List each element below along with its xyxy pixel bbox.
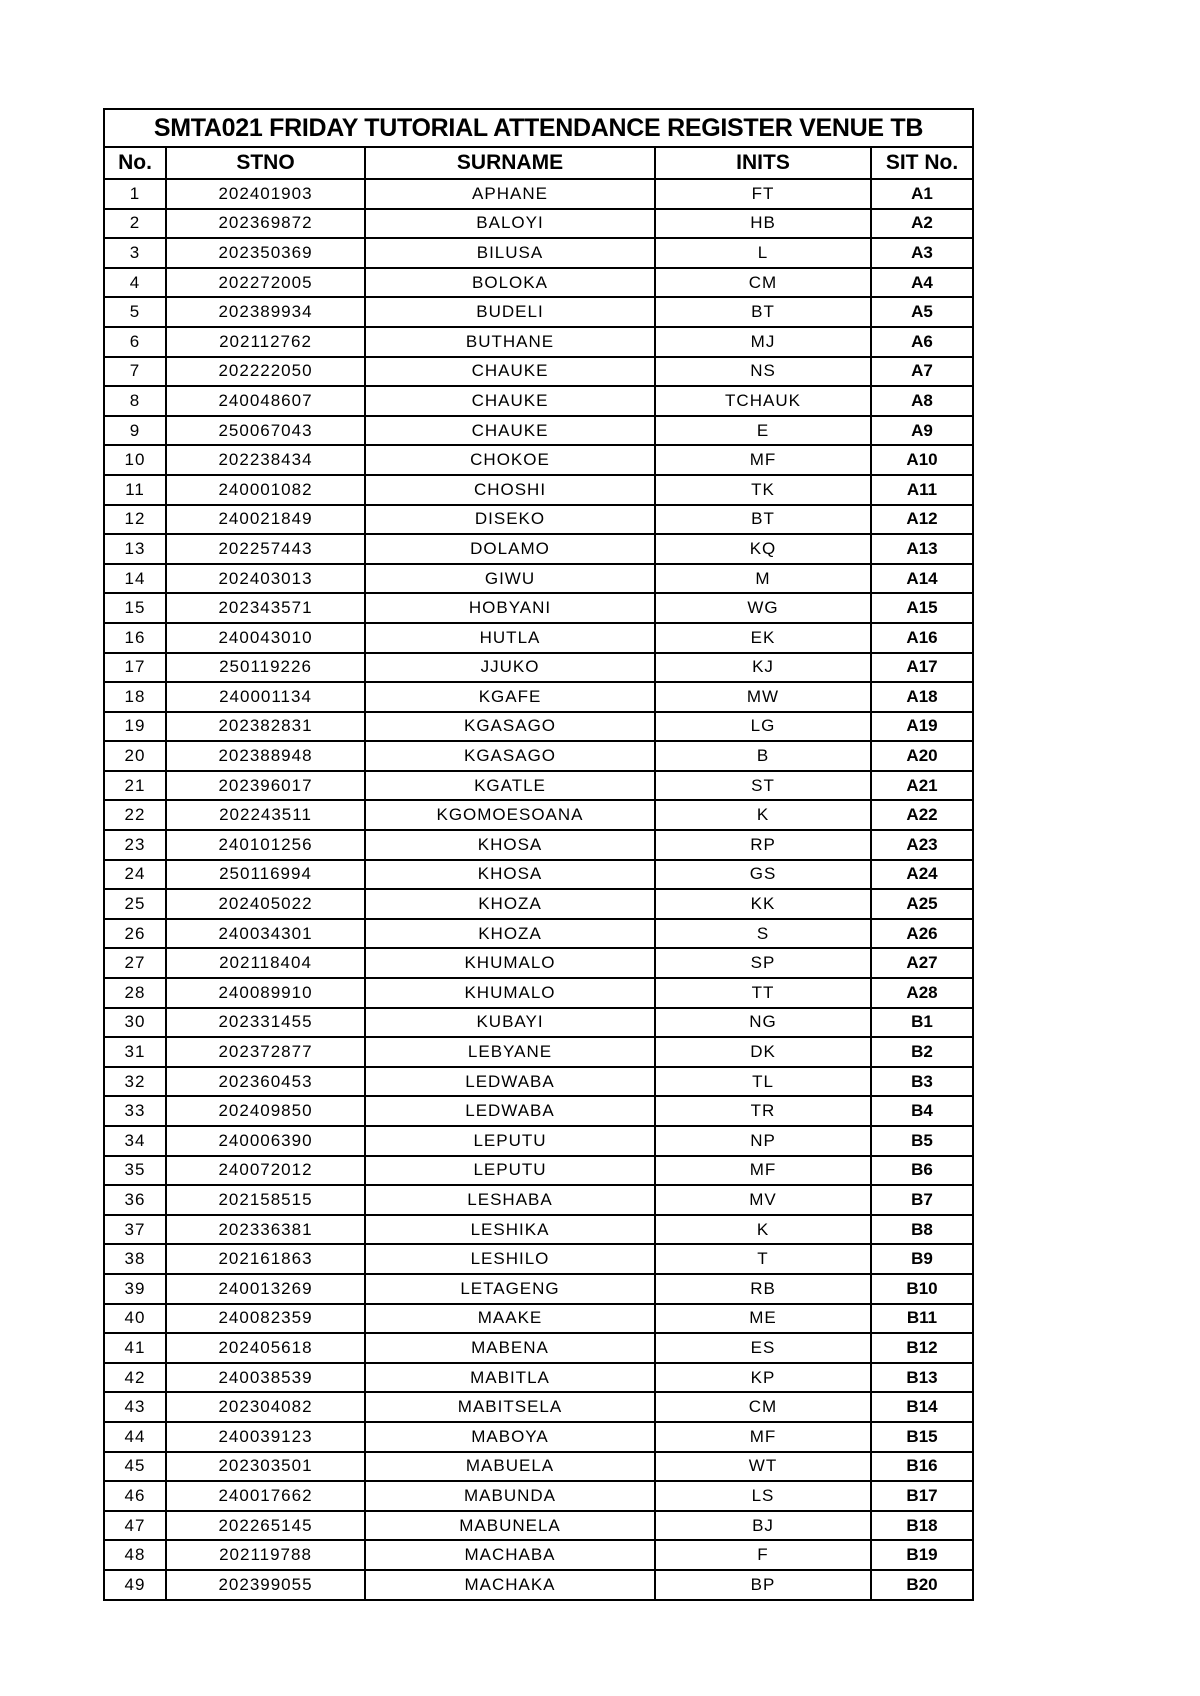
- student-number-cell: 240038539: [166, 1363, 365, 1393]
- initials-cell: CM: [655, 1392, 871, 1422]
- seat-number-cell: A23: [871, 830, 973, 860]
- table-row: [104, 327, 973, 357]
- row-number-cell: 18: [104, 682, 166, 712]
- initials-cell: K: [655, 1215, 871, 1245]
- table-row: [104, 1037, 973, 1067]
- seat-number-cell: A26: [871, 919, 973, 949]
- student-number-cell: 202222050: [166, 357, 365, 387]
- seat-number-cell: B6: [871, 1156, 973, 1186]
- initials-cell: LG: [655, 712, 871, 742]
- surname-cell: MAAKE: [365, 1304, 655, 1334]
- row-number-cell: 35: [104, 1156, 166, 1186]
- initials-cell: KJ: [655, 653, 871, 683]
- row-number-cell: 2: [104, 209, 166, 239]
- initials-cell: KP: [655, 1363, 871, 1393]
- row-number-cell: 1: [104, 179, 166, 209]
- row-number-cell: 17: [104, 653, 166, 683]
- table-row: [104, 800, 973, 830]
- seat-number-cell: B7: [871, 1185, 973, 1215]
- table-row: [104, 771, 973, 801]
- row-number-cell: 3: [104, 238, 166, 268]
- initials-cell: T: [655, 1244, 871, 1274]
- seat-number-cell: A11: [871, 475, 973, 505]
- seat-number-cell: A22: [871, 800, 973, 830]
- table-row: [104, 1511, 973, 1541]
- row-number-cell: 25: [104, 889, 166, 919]
- row-number-cell: 48: [104, 1540, 166, 1570]
- initials-cell: TL: [655, 1067, 871, 1097]
- row-number-cell: 44: [104, 1422, 166, 1452]
- initials-cell: ME: [655, 1304, 871, 1334]
- seat-number-cell: A10: [871, 445, 973, 475]
- table-row: [104, 1452, 973, 1482]
- student-number-cell: 202112762: [166, 327, 365, 357]
- column-header-inits: INITS: [655, 147, 871, 179]
- initials-cell: EK: [655, 623, 871, 653]
- seat-number-cell: A21: [871, 771, 973, 801]
- column-header-sit-no: SIT No.: [871, 147, 973, 179]
- table-row: [104, 1096, 973, 1126]
- table-row: [104, 978, 973, 1008]
- student-number-cell: 202409850: [166, 1096, 365, 1126]
- register-body: [104, 179, 973, 1600]
- surname-cell: KHOZA: [365, 919, 655, 949]
- student-number-cell: 240001082: [166, 475, 365, 505]
- seat-number-cell: A2: [871, 209, 973, 239]
- surname-cell: LEBYANE: [365, 1037, 655, 1067]
- row-number-cell: 42: [104, 1363, 166, 1393]
- row-number-cell: 8: [104, 386, 166, 416]
- table-row: [104, 179, 973, 209]
- student-number-cell: 202372877: [166, 1037, 365, 1067]
- row-number-cell: 32: [104, 1067, 166, 1097]
- student-number-cell: 202360453: [166, 1067, 365, 1097]
- student-number-cell: 202336381: [166, 1215, 365, 1245]
- initials-cell: HB: [655, 209, 871, 239]
- surname-cell: GIWU: [365, 564, 655, 594]
- row-number-cell: 34: [104, 1126, 166, 1156]
- row-number-cell: 21: [104, 771, 166, 801]
- row-number-cell: 4: [104, 268, 166, 298]
- initials-cell: MW: [655, 682, 871, 712]
- row-number-cell: 15: [104, 593, 166, 623]
- student-number-cell: 240013269: [166, 1274, 365, 1304]
- row-number-cell: 41: [104, 1333, 166, 1363]
- row-number-cell: 43: [104, 1392, 166, 1422]
- initials-cell: MF: [655, 1422, 871, 1452]
- surname-cell: MABUNDA: [365, 1481, 655, 1511]
- row-number-cell: 28: [104, 978, 166, 1008]
- table-row: [104, 1392, 973, 1422]
- seat-number-cell: A14: [871, 564, 973, 594]
- seat-number-cell: B15: [871, 1422, 973, 1452]
- row-number-cell: 6: [104, 327, 166, 357]
- row-number-cell: 31: [104, 1037, 166, 1067]
- student-number-cell: 202118404: [166, 948, 365, 978]
- surname-cell: KGASAGO: [365, 712, 655, 742]
- table-row: [104, 534, 973, 564]
- student-number-cell: 240006390: [166, 1126, 365, 1156]
- table-row: [104, 445, 973, 475]
- table-row: [104, 475, 973, 505]
- seat-number-cell: B16: [871, 1452, 973, 1482]
- surname-cell: KGAFE: [365, 682, 655, 712]
- student-number-cell: 202401903: [166, 179, 365, 209]
- initials-cell: RP: [655, 830, 871, 860]
- student-number-cell: 202403013: [166, 564, 365, 594]
- surname-cell: LETAGENG: [365, 1274, 655, 1304]
- surname-cell: MACHABA: [365, 1540, 655, 1570]
- initials-cell: MF: [655, 1156, 871, 1186]
- surname-cell: MABOYA: [365, 1422, 655, 1452]
- student-number-cell: 240001134: [166, 682, 365, 712]
- attendance-register-table: [103, 108, 974, 1601]
- row-number-cell: 47: [104, 1511, 166, 1541]
- table-row: [104, 1244, 973, 1274]
- table-row: [104, 1156, 973, 1186]
- surname-cell: KHOSA: [365, 860, 655, 890]
- row-number-cell: 27: [104, 948, 166, 978]
- table-row: [104, 1333, 973, 1363]
- row-number-cell: 9: [104, 416, 166, 446]
- surname-cell: MABUNELA: [365, 1511, 655, 1541]
- seat-number-cell: B18: [871, 1511, 973, 1541]
- student-number-cell: 202396017: [166, 771, 365, 801]
- initials-cell: WT: [655, 1452, 871, 1482]
- row-number-cell: 13: [104, 534, 166, 564]
- initials-cell: K: [655, 800, 871, 830]
- student-number-cell: 250119226: [166, 653, 365, 683]
- student-number-cell: 202405618: [166, 1333, 365, 1363]
- table-row: [104, 386, 973, 416]
- seat-number-cell: A18: [871, 682, 973, 712]
- surname-cell: BOLOKA: [365, 268, 655, 298]
- row-number-cell: 40: [104, 1304, 166, 1334]
- row-number-cell: 24: [104, 860, 166, 890]
- surname-cell: JJUKO: [365, 653, 655, 683]
- row-number-cell: 37: [104, 1215, 166, 1245]
- surname-cell: KGATLE: [365, 771, 655, 801]
- initials-cell: MF: [655, 445, 871, 475]
- student-number-cell: 250067043: [166, 416, 365, 446]
- seat-number-cell: B10: [871, 1274, 973, 1304]
- row-number-cell: 20: [104, 741, 166, 771]
- student-number-cell: 240034301: [166, 919, 365, 949]
- column-header-surname: SURNAME: [365, 147, 655, 179]
- register-title: SMTA021 FRIDAY TUTORIAL ATTENDANCE REGISTER VENUE TB: [104, 109, 973, 147]
- student-number-cell: 202158515: [166, 1185, 365, 1215]
- seat-number-cell: A24: [871, 860, 973, 890]
- seat-number-cell: B3: [871, 1067, 973, 1097]
- student-number-cell: 240089910: [166, 978, 365, 1008]
- surname-cell: KHUMALO: [365, 978, 655, 1008]
- table-row: [104, 357, 973, 387]
- student-number-cell: 202303501: [166, 1452, 365, 1482]
- student-number-cell: 240082359: [166, 1304, 365, 1334]
- initials-cell: B: [655, 741, 871, 771]
- surname-cell: CHOKOE: [365, 445, 655, 475]
- column-header-no: No.: [104, 147, 166, 179]
- surname-cell: LEDWABA: [365, 1067, 655, 1097]
- initials-cell: KQ: [655, 534, 871, 564]
- row-number-cell: 23: [104, 830, 166, 860]
- table-row: [104, 1008, 973, 1038]
- table-row: [104, 209, 973, 239]
- seat-number-cell: A5: [871, 297, 973, 327]
- initials-cell: DK: [655, 1037, 871, 1067]
- seat-number-cell: A17: [871, 653, 973, 683]
- surname-cell: LEPUTU: [365, 1156, 655, 1186]
- table-row: [104, 416, 973, 446]
- surname-cell: LESHILO: [365, 1244, 655, 1274]
- surname-cell: MABUELA: [365, 1452, 655, 1482]
- student-number-cell: 202238434: [166, 445, 365, 475]
- table-row: [104, 1185, 973, 1215]
- student-number-cell: 240039123: [166, 1422, 365, 1452]
- row-number-cell: 22: [104, 800, 166, 830]
- surname-cell: CHAUKE: [365, 416, 655, 446]
- seat-number-cell: B5: [871, 1126, 973, 1156]
- seat-number-cell: B12: [871, 1333, 973, 1363]
- initials-cell: LS: [655, 1481, 871, 1511]
- table-row: [104, 1481, 973, 1511]
- initials-cell: WG: [655, 593, 871, 623]
- surname-cell: BALOYI: [365, 209, 655, 239]
- table-row: [104, 1422, 973, 1452]
- seat-number-cell: B4: [871, 1096, 973, 1126]
- initials-cell: MJ: [655, 327, 871, 357]
- student-number-cell: 202119788: [166, 1540, 365, 1570]
- table-row: [104, 623, 973, 653]
- seat-number-cell: A27: [871, 948, 973, 978]
- initials-cell: TCHAUK: [655, 386, 871, 416]
- surname-cell: KUBAYI: [365, 1008, 655, 1038]
- student-number-cell: 240021849: [166, 505, 365, 535]
- surname-cell: KGASAGO: [365, 741, 655, 771]
- surname-cell: KHUMALO: [365, 948, 655, 978]
- title-row: [104, 109, 973, 147]
- table-row: [104, 1540, 973, 1570]
- student-number-cell: 202350369: [166, 238, 365, 268]
- surname-cell: APHANE: [365, 179, 655, 209]
- seat-number-cell: A3: [871, 238, 973, 268]
- table-row: [104, 297, 973, 327]
- student-number-cell: 202405022: [166, 889, 365, 919]
- surname-cell: BUTHANE: [365, 327, 655, 357]
- table-row: [104, 1274, 973, 1304]
- seat-number-cell: A25: [871, 889, 973, 919]
- table-row: [104, 1304, 973, 1334]
- student-number-cell: 250116994: [166, 860, 365, 890]
- seat-number-cell: B8: [871, 1215, 973, 1245]
- row-number-cell: 5: [104, 297, 166, 327]
- initials-cell: TT: [655, 978, 871, 1008]
- student-number-cell: 202304082: [166, 1392, 365, 1422]
- row-number-cell: 10: [104, 445, 166, 475]
- surname-cell: CHAUKE: [365, 386, 655, 416]
- row-number-cell: 19: [104, 712, 166, 742]
- student-number-cell: 202388948: [166, 741, 365, 771]
- table-row: [104, 1215, 973, 1245]
- surname-cell: MABENA: [365, 1333, 655, 1363]
- initials-cell: TK: [655, 475, 871, 505]
- row-number-cell: 14: [104, 564, 166, 594]
- surname-cell: LEPUTU: [365, 1126, 655, 1156]
- surname-cell: DOLAMO: [365, 534, 655, 564]
- seat-number-cell: A7: [871, 357, 973, 387]
- table-row: [104, 1067, 973, 1097]
- seat-number-cell: B9: [871, 1244, 973, 1274]
- student-number-cell: 202399055: [166, 1570, 365, 1600]
- row-number-cell: 39: [104, 1274, 166, 1304]
- table-row: [104, 653, 973, 683]
- row-number-cell: 38: [104, 1244, 166, 1274]
- row-number-cell: 16: [104, 623, 166, 653]
- row-number-cell: 7: [104, 357, 166, 387]
- seat-number-cell: B19: [871, 1540, 973, 1570]
- row-number-cell: 11: [104, 475, 166, 505]
- surname-cell: HUTLA: [365, 623, 655, 653]
- initials-cell: BJ: [655, 1511, 871, 1541]
- row-number-cell: 30: [104, 1008, 166, 1038]
- initials-cell: SP: [655, 948, 871, 978]
- seat-number-cell: B2: [871, 1037, 973, 1067]
- initials-cell: E: [655, 416, 871, 446]
- surname-cell: MABITSELA: [365, 1392, 655, 1422]
- surname-cell: LESHABA: [365, 1185, 655, 1215]
- seat-number-cell: A28: [871, 978, 973, 1008]
- student-number-cell: 202243511: [166, 800, 365, 830]
- initials-cell: BT: [655, 505, 871, 535]
- table-row: [104, 948, 973, 978]
- table-row: [104, 1570, 973, 1600]
- initials-cell: MV: [655, 1185, 871, 1215]
- initials-cell: S: [655, 919, 871, 949]
- seat-number-cell: A12: [871, 505, 973, 535]
- row-number-cell: 36: [104, 1185, 166, 1215]
- surname-cell: CHOSHI: [365, 475, 655, 505]
- student-number-cell: 202343571: [166, 593, 365, 623]
- student-number-cell: 202272005: [166, 268, 365, 298]
- student-number-cell: 202331455: [166, 1008, 365, 1038]
- surname-cell: CHAUKE: [365, 357, 655, 387]
- initials-cell: M: [655, 564, 871, 594]
- surname-cell: LEDWABA: [365, 1096, 655, 1126]
- seat-number-cell: B17: [871, 1481, 973, 1511]
- initials-cell: KK: [655, 889, 871, 919]
- initials-cell: NS: [655, 357, 871, 387]
- initials-cell: GS: [655, 860, 871, 890]
- table-row: [104, 741, 973, 771]
- initials-cell: ES: [655, 1333, 871, 1363]
- student-number-cell: 240017662: [166, 1481, 365, 1511]
- student-number-cell: 240101256: [166, 830, 365, 860]
- table-row: [104, 1126, 973, 1156]
- table-row: [104, 268, 973, 298]
- seat-number-cell: A15: [871, 593, 973, 623]
- initials-cell: ST: [655, 771, 871, 801]
- table-row: [104, 1363, 973, 1393]
- seat-number-cell: A6: [871, 327, 973, 357]
- student-number-cell: 240043010: [166, 623, 365, 653]
- seat-number-cell: A19: [871, 712, 973, 742]
- student-number-cell: 202265145: [166, 1511, 365, 1541]
- table-row: [104, 919, 973, 949]
- initials-cell: NG: [655, 1008, 871, 1038]
- initials-cell: NP: [655, 1126, 871, 1156]
- header-row: [104, 147, 973, 179]
- column-header-stno: STNO: [166, 147, 365, 179]
- surname-cell: KGOMOESOANA: [365, 800, 655, 830]
- table-row: [104, 564, 973, 594]
- student-number-cell: 202257443: [166, 534, 365, 564]
- seat-number-cell: A8: [871, 386, 973, 416]
- surname-cell: KHOZA: [365, 889, 655, 919]
- surname-cell: HOBYANI: [365, 593, 655, 623]
- table-row: [104, 830, 973, 860]
- seat-number-cell: A16: [871, 623, 973, 653]
- student-number-cell: 202161863: [166, 1244, 365, 1274]
- row-number-cell: 49: [104, 1570, 166, 1600]
- table-row: [104, 238, 973, 268]
- table-row: [104, 860, 973, 890]
- seat-number-cell: B11: [871, 1304, 973, 1334]
- initials-cell: BP: [655, 1570, 871, 1600]
- table-row: [104, 682, 973, 712]
- seat-number-cell: A13: [871, 534, 973, 564]
- initials-cell: RB: [655, 1274, 871, 1304]
- surname-cell: KHOSA: [365, 830, 655, 860]
- table-row: [104, 593, 973, 623]
- table-row: [104, 712, 973, 742]
- seat-number-cell: A1: [871, 179, 973, 209]
- seat-number-cell: A9: [871, 416, 973, 446]
- surname-cell: MABITLA: [365, 1363, 655, 1393]
- student-number-cell: 240048607: [166, 386, 365, 416]
- student-number-cell: 240072012: [166, 1156, 365, 1186]
- initials-cell: FT: [655, 179, 871, 209]
- student-number-cell: 202389934: [166, 297, 365, 327]
- initials-cell: BT: [655, 297, 871, 327]
- initials-cell: TR: [655, 1096, 871, 1126]
- initials-cell: L: [655, 238, 871, 268]
- seat-number-cell: B13: [871, 1363, 973, 1393]
- student-number-cell: 202369872: [166, 209, 365, 239]
- seat-number-cell: B20: [871, 1570, 973, 1600]
- table-row: [104, 889, 973, 919]
- surname-cell: DISEKO: [365, 505, 655, 535]
- table-row: [104, 505, 973, 535]
- initials-cell: CM: [655, 268, 871, 298]
- surname-cell: LESHIKA: [365, 1215, 655, 1245]
- seat-number-cell: B14: [871, 1392, 973, 1422]
- surname-cell: BILUSA: [365, 238, 655, 268]
- surname-cell: MACHAKA: [365, 1570, 655, 1600]
- initials-cell: F: [655, 1540, 871, 1570]
- row-number-cell: 26: [104, 919, 166, 949]
- student-number-cell: 202382831: [166, 712, 365, 742]
- seat-number-cell: B1: [871, 1008, 973, 1038]
- row-number-cell: 33: [104, 1096, 166, 1126]
- seat-number-cell: A4: [871, 268, 973, 298]
- row-number-cell: 46: [104, 1481, 166, 1511]
- row-number-cell: 45: [104, 1452, 166, 1482]
- seat-number-cell: A20: [871, 741, 973, 771]
- surname-cell: BUDELI: [365, 297, 655, 327]
- row-number-cell: 12: [104, 505, 166, 535]
